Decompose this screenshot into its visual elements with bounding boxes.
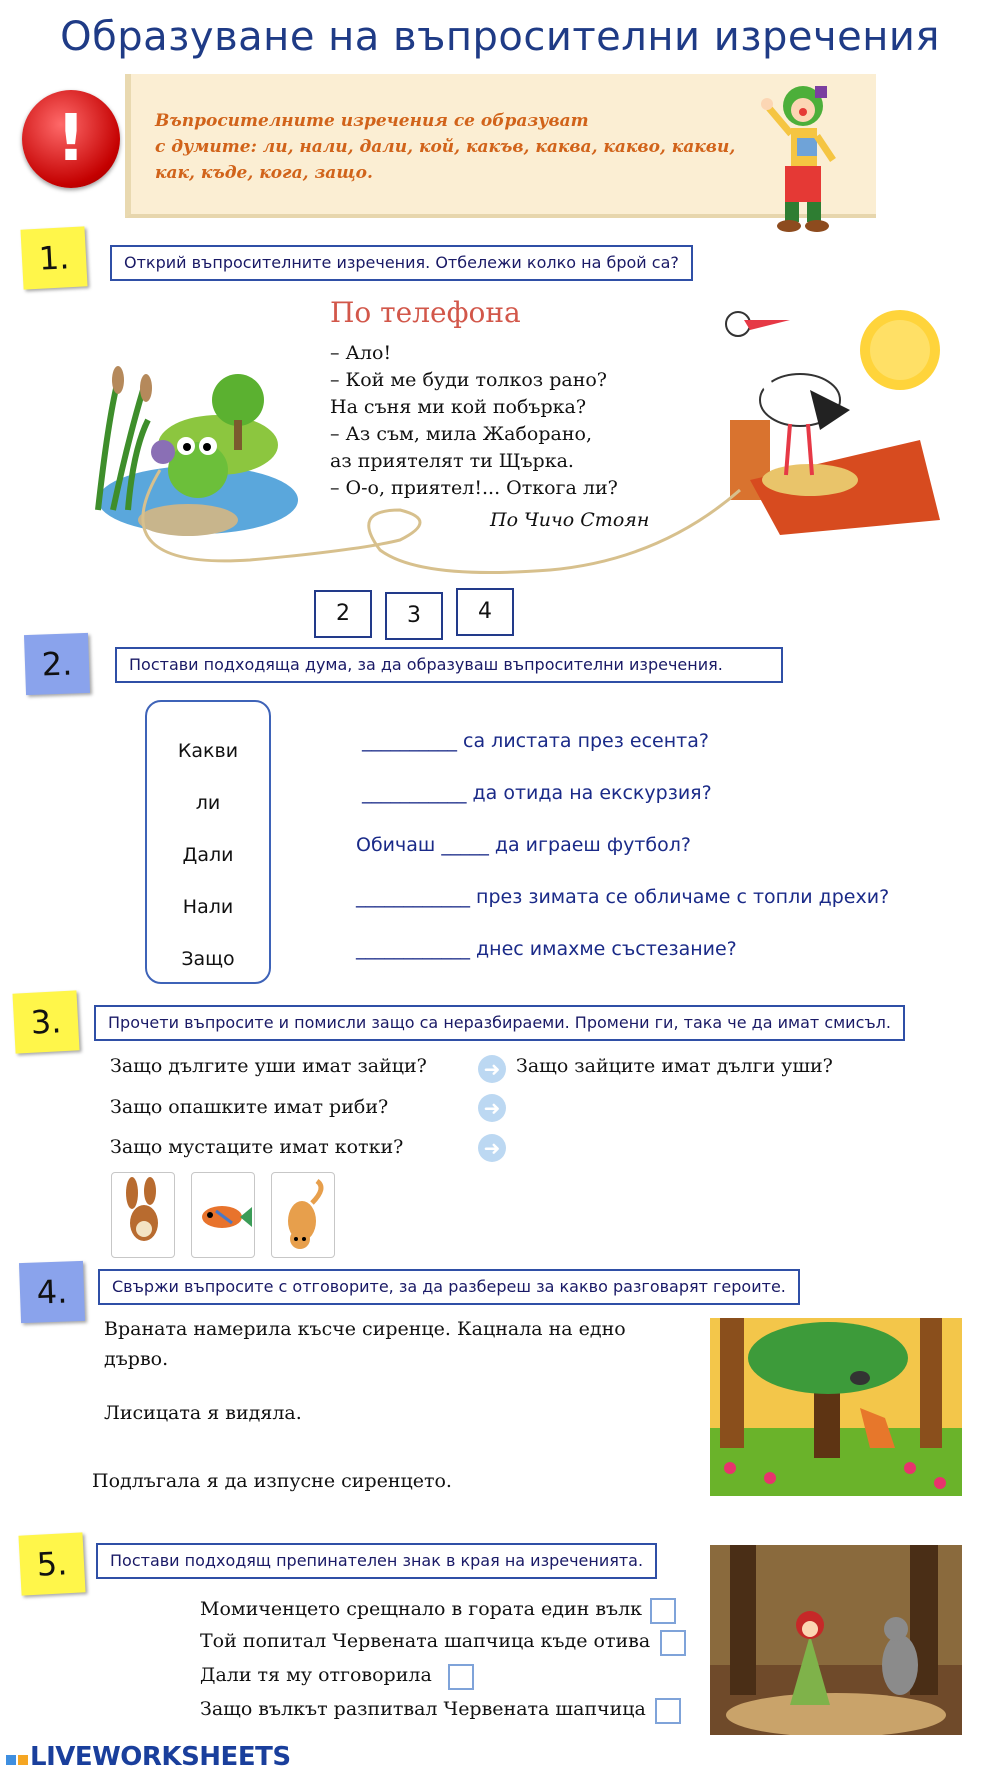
liveworksheets-logo [6,1742,291,1772]
fill-sentence[interactable]: ____________ през зимата се обличаме с топли дрехи? [356,886,890,908]
task-3-instruction: Прочети въпросите и помисли защо са неразбираеми. Промени ги, така че да имат смисъл. [94,1005,905,1041]
task-5-instruction: Постави подходящ препинателен знак в края на изреченията. [96,1543,657,1579]
poem-line: – Кой ме буди толкоз рано? [330,369,607,391]
answer-option-4[interactable]: 4 [456,588,514,636]
task-2-instruction: Постави подходяща дума, за да образуваш въпросителни изречения. [115,647,783,683]
question-3-3: Защо мустаците имат котки? [110,1136,404,1158]
task-1-number: 1. [20,226,87,289]
rule-line-1: Въпросителните изречения се образуват [155,111,589,131]
arrow-right-icon: ➜ [478,1055,506,1083]
rabbit-thumbnail [111,1172,175,1258]
task-4-number: 4. [19,1261,85,1323]
punctuation-box[interactable] [448,1664,474,1690]
poem-line: аз приятелят ти Щърка. [330,450,574,472]
cat-thumbnail [271,1172,335,1258]
answer-option-2[interactable]: 2 [314,590,372,638]
task-5-number: 5. [18,1532,85,1595]
task-2-number: 2. [24,633,90,695]
fish-thumbnail [191,1172,255,1258]
phone-cord [100,450,800,590]
poem-line: На съня ми кой побърка? [330,396,587,418]
punctuation-box[interactable] [650,1598,676,1624]
fill-sentence[interactable]: ____________ днес имахме състезание? [356,938,737,960]
sentence-5-2: Той попитал Червената шапчица къде отива [200,1630,651,1652]
sentence-5-3: Дали тя му отговорила [200,1664,432,1686]
story-line[interactable]: Враната намерила късче сиренце. Кацнала на едно [104,1318,626,1340]
task-4-instruction: Свържи въпросите с отговорите, за да разбереш за какво разговарят героите. [98,1269,800,1305]
story-line[interactable]: дърво. [104,1348,169,1370]
word-bank-item[interactable]: Дали [182,844,234,866]
clown-illustration [755,78,850,233]
rule-text [155,108,755,186]
fill-sentence[interactable]: __________ са листата през есента? [362,730,709,752]
word-bank-item[interactable]: Какви [177,740,239,762]
word-bank-item[interactable]: ли [195,792,221,814]
fill-sentence[interactable]: ___________ да отида на екскурзия? [362,782,712,804]
word-bank [145,700,271,984]
punctuation-box[interactable] [655,1698,681,1724]
poem-title: По телефона [330,296,521,329]
fill-sentence[interactable]: Обичаш _____ да играеш футбол? [356,834,691,856]
rule-line-2: с думите: ли, нали, дали, кой, какъв, каква, какво, какви, [155,137,736,157]
red-riding-hood-illustration [710,1545,962,1735]
poem-line: – Аз съм, мила Жаборано, [330,423,592,445]
story-line[interactable]: Подлъгала я да изпусне сиренцето. [92,1470,452,1492]
fox-crow-illustration [710,1318,962,1496]
rule-line-3: как, къде, кога, защо. [155,163,373,183]
task-3-number: 3. [12,990,79,1053]
question-3-1: Защо дългите уши имат зайци? [110,1055,427,1077]
sentence-5-4: Защо вълкът разпитвал Червената шапчица [200,1698,646,1720]
task-1-instruction: Открий въпросителните изречения. Отбележи колко на брой са? [110,245,693,281]
question-3-2: Защо опашките имат риби? [110,1096,389,1118]
exclamation-icon: ! [22,90,120,188]
answer-3-1[interactable]: Защо зайците имат дълги уши? [516,1055,833,1077]
answer-option-3[interactable]: 3 [385,592,443,640]
poem-line: – О-о, приятел!... Откога ли? [330,477,618,499]
page-title: Образуване на въпросителни изречения [60,14,940,60]
word-bank-item[interactable]: Защо [181,948,235,970]
logo-text: LIVEWORKSHEETS [30,1742,291,1772]
word-bank-item[interactable]: Нали [182,896,234,918]
punctuation-box[interactable] [660,1630,686,1656]
arrow-right-icon: ➜ [478,1094,506,1122]
poem-author: По Чичо Стоян [490,509,650,531]
story-line[interactable]: Лисицата я видяла. [104,1402,302,1424]
arrow-right-icon: ➜ [478,1134,506,1162]
sentence-5-1: Момиченцето срещнало в гората един вълк [200,1598,643,1620]
poem-line: – Ало! [330,342,392,364]
